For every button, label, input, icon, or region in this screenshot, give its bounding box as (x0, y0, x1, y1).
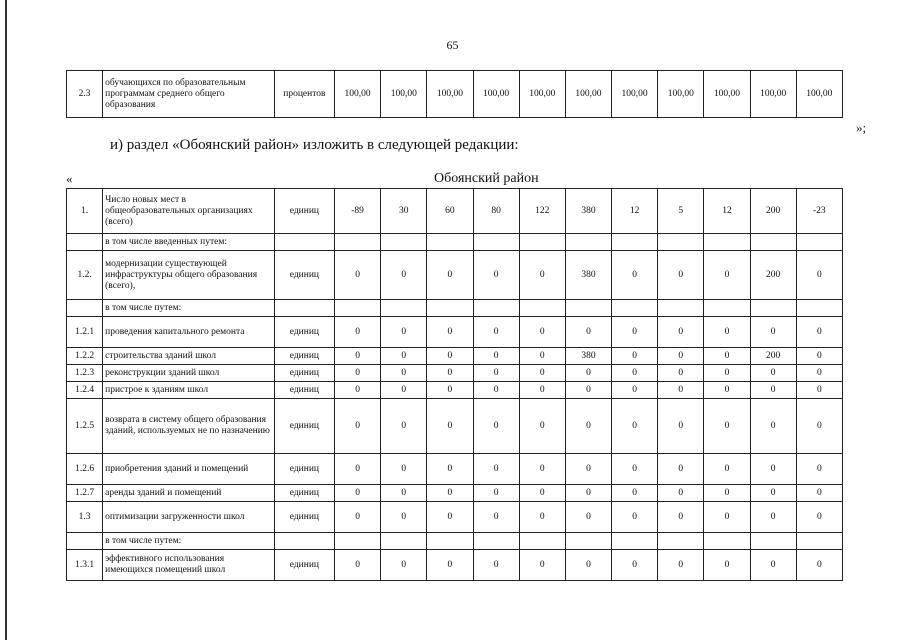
value-cell (473, 533, 519, 550)
table-row (67, 348, 843, 365)
value-cell: 0 (750, 317, 796, 348)
unit-cell: единиц (274, 399, 334, 454)
value-cell (612, 300, 658, 317)
row-number: 1.2.6 (67, 454, 103, 485)
value-cell: 0 (750, 365, 796, 382)
value-cell: 0 (658, 550, 704, 581)
value-cell (519, 234, 565, 251)
table-row (67, 71, 843, 118)
value-cell: 5 (658, 189, 704, 234)
value-cell: 12 (612, 189, 658, 234)
unit-cell: процентов (274, 71, 334, 118)
value-cell: 0 (658, 317, 704, 348)
value-cell: 0 (381, 382, 427, 399)
value-cell: 0 (750, 382, 796, 399)
value-cell (658, 533, 704, 550)
value-cell: 0 (381, 365, 427, 382)
indicator-name: аренды зданий и помещений (103, 485, 275, 502)
row-number: 2.3 (67, 71, 103, 118)
indicator-name: модернизации существующей инфраструктуры общего образования (всего), (103, 251, 275, 300)
table-row (67, 454, 843, 485)
value-cell: 0 (796, 382, 842, 399)
value-cell: 0 (796, 317, 842, 348)
unit-cell: единиц (274, 365, 334, 382)
value-cell: 0 (335, 317, 381, 348)
value-cell: 0 (427, 399, 473, 454)
indicator-name: реконструкции зданий школ (103, 365, 275, 382)
indicator-name: возврата в систему общего образования зданий, используемых не по назначению (103, 399, 275, 454)
value-cell: 0 (473, 550, 519, 581)
value-cell: 100,00 (519, 71, 565, 118)
table-row (67, 533, 843, 550)
value-cell: 100,00 (381, 71, 427, 118)
unit-cell: единиц (274, 348, 334, 365)
value-cell (565, 300, 611, 317)
value-cell: 0 (704, 550, 750, 581)
value-cell: 0 (796, 365, 842, 382)
value-cell: 0 (473, 251, 519, 300)
value-cell: 0 (750, 485, 796, 502)
value-cell: 0 (519, 365, 565, 382)
unit-cell: единиц (274, 502, 334, 533)
value-cell: 0 (519, 485, 565, 502)
indicator-name: пристрое к зданиям школ (103, 382, 275, 399)
value-cell: 100,00 (796, 71, 842, 118)
value-cell: 0 (381, 454, 427, 485)
value-cell (335, 234, 381, 251)
indicator-name: в том числе введенных путем: (103, 234, 275, 251)
unit-cell (274, 234, 334, 251)
value-cell: 0 (704, 382, 750, 399)
value-cell: 380 (565, 251, 611, 300)
instruction-text: и) раздел «Обоянский район» изложить в следующей редакции: (110, 137, 519, 153)
value-cell (750, 234, 796, 251)
indicator-name: эффективного использования имеющихся помещений школ (103, 550, 275, 581)
value-cell: 0 (796, 454, 842, 485)
closing-quote: »; (856, 120, 867, 135)
section-title: Обоянский район (434, 171, 539, 186)
value-cell: 0 (473, 382, 519, 399)
value-cell (565, 234, 611, 251)
value-cell: 100,00 (612, 71, 658, 118)
value-cell: 0 (381, 251, 427, 300)
value-cell: 0 (473, 348, 519, 365)
value-cell: 0 (335, 485, 381, 502)
value-cell (335, 533, 381, 550)
unit-cell: единиц (274, 454, 334, 485)
value-cell: 0 (381, 485, 427, 502)
value-cell: 0 (796, 348, 842, 365)
value-cell: 0 (335, 251, 381, 300)
row-number: 1.2. (67, 251, 103, 300)
unit-cell (274, 300, 334, 317)
value-cell: 0 (335, 382, 381, 399)
value-cell: 0 (335, 502, 381, 533)
row-number: 1.2.4 (67, 382, 103, 399)
value-cell (427, 300, 473, 317)
value-cell (519, 300, 565, 317)
value-cell: 0 (704, 502, 750, 533)
row-number: 1.2.2 (67, 348, 103, 365)
value-cell: 100,00 (658, 71, 704, 118)
value-cell: 380 (565, 189, 611, 234)
value-cell (796, 533, 842, 550)
value-cell: 0 (796, 502, 842, 533)
table-row (67, 317, 843, 348)
value-cell: 0 (565, 502, 611, 533)
value-cell: 0 (612, 251, 658, 300)
value-cell: 0 (473, 502, 519, 533)
value-cell: 0 (427, 348, 473, 365)
value-cell: 0 (565, 399, 611, 454)
value-cell: 0 (658, 382, 704, 399)
value-cell: 0 (381, 550, 427, 581)
value-cell: 0 (427, 550, 473, 581)
indicator-name: в том числе путем: (103, 533, 275, 550)
value-cell: 100,00 (335, 71, 381, 118)
value-cell: 0 (658, 365, 704, 382)
indicator-name: оптимизации загруженности школ (103, 502, 275, 533)
value-cell: 0 (519, 550, 565, 581)
value-cell: 0 (750, 399, 796, 454)
value-cell: 100,00 (750, 71, 796, 118)
row-number (67, 533, 103, 550)
table-row (67, 382, 843, 399)
value-cell: 0 (796, 399, 842, 454)
row-number: 1.3.1 (67, 550, 103, 581)
value-cell: 0 (427, 485, 473, 502)
unit-cell: единиц (274, 382, 334, 399)
row-number: 1.2.5 (67, 399, 103, 454)
value-cell: 0 (612, 365, 658, 382)
value-cell: 0 (658, 502, 704, 533)
value-cell: 0 (335, 348, 381, 365)
value-cell: 0 (750, 502, 796, 533)
value-cell: 80 (473, 189, 519, 234)
value-cell (612, 234, 658, 251)
value-cell: -23 (796, 189, 842, 234)
indicator-name: приобретения зданий и помещений (103, 454, 275, 485)
unit-cell: единиц (274, 251, 334, 300)
value-cell: 100,00 (704, 71, 750, 118)
value-cell: 0 (519, 348, 565, 365)
value-cell: 0 (335, 365, 381, 382)
indicator-name: обучающихся по образовательным программам среднего общего образования (103, 71, 275, 118)
value-cell: 0 (658, 251, 704, 300)
value-cell (427, 533, 473, 550)
value-cell: 0 (612, 485, 658, 502)
value-cell: 0 (750, 550, 796, 581)
value-cell: 0 (612, 550, 658, 581)
table-row (67, 234, 843, 251)
row-number (67, 234, 103, 251)
table-row (67, 485, 843, 502)
value-cell: 0 (519, 251, 565, 300)
value-cell: 100,00 (427, 71, 473, 118)
value-cell: 100,00 (565, 71, 611, 118)
value-cell: 0 (335, 550, 381, 581)
value-cell: 0 (473, 317, 519, 348)
value-cell: 0 (658, 348, 704, 365)
value-cell: 0 (473, 399, 519, 454)
unit-cell: единиц (274, 189, 334, 234)
indicator-name: Число новых мест в общеобразовательных организациях (всего) (103, 189, 275, 234)
value-cell: 0 (519, 502, 565, 533)
value-cell: 200 (750, 189, 796, 234)
value-cell: 0 (704, 454, 750, 485)
value-cell: 0 (796, 550, 842, 581)
value-cell: 0 (519, 317, 565, 348)
value-cell: 0 (381, 399, 427, 454)
value-cell: 200 (750, 251, 796, 300)
value-cell: 380 (565, 348, 611, 365)
value-cell (519, 533, 565, 550)
value-cell: 0 (612, 348, 658, 365)
value-cell: 60 (427, 189, 473, 234)
value-cell: 0 (658, 399, 704, 454)
value-cell: 0 (381, 502, 427, 533)
unit-cell: единиц (274, 317, 334, 348)
value-cell: 0 (335, 399, 381, 454)
value-cell: 0 (658, 485, 704, 502)
value-cell: 0 (427, 454, 473, 485)
table-row (67, 251, 843, 300)
indicator-name: проведения капитального ремонта (103, 317, 275, 348)
value-cell: 0 (427, 382, 473, 399)
value-cell: 0 (427, 251, 473, 300)
value-cell: 0 (704, 399, 750, 454)
value-cell: 0 (612, 454, 658, 485)
table-row (67, 365, 843, 382)
value-cell: 200 (750, 348, 796, 365)
value-cell: 0 (612, 382, 658, 399)
unit-cell: единиц (274, 550, 334, 581)
value-cell: 0 (612, 399, 658, 454)
value-cell (796, 234, 842, 251)
value-cell: 0 (658, 454, 704, 485)
value-cell (612, 533, 658, 550)
opening-quote: « (66, 171, 73, 186)
value-cell: 122 (519, 189, 565, 234)
value-cell (381, 300, 427, 317)
table-row (67, 399, 843, 454)
value-cell: 0 (473, 454, 519, 485)
value-cell: 0 (704, 365, 750, 382)
value-cell (565, 533, 611, 550)
row-number: 1.2.7 (67, 485, 103, 502)
value-cell: 30 (381, 189, 427, 234)
table-row (67, 300, 843, 317)
value-cell: 0 (612, 502, 658, 533)
row-number (67, 300, 103, 317)
value-cell (381, 533, 427, 550)
value-cell (381, 234, 427, 251)
value-cell: 0 (519, 382, 565, 399)
row-number: 1.2.3 (67, 365, 103, 382)
value-cell: 0 (565, 454, 611, 485)
value-cell: 0 (565, 550, 611, 581)
value-cell (335, 300, 381, 317)
value-cell (704, 533, 750, 550)
value-cell: 0 (473, 365, 519, 382)
value-cell: 0 (796, 485, 842, 502)
value-cell: 0 (796, 251, 842, 300)
value-cell (473, 300, 519, 317)
value-cell: 0 (565, 317, 611, 348)
value-cell: 0 (704, 348, 750, 365)
value-cell: 0 (427, 317, 473, 348)
value-cell: 0 (381, 317, 427, 348)
row-number: 1.2.1 (67, 317, 103, 348)
value-cell: 0 (427, 365, 473, 382)
value-cell: 0 (427, 502, 473, 533)
row-number: 1.3 (67, 502, 103, 533)
page-number: 65 (446, 38, 459, 52)
value-cell: 0 (519, 399, 565, 454)
value-cell: 0 (335, 454, 381, 485)
left-border-line (5, 0, 7, 640)
indicator-name: строительства зданий школ (103, 348, 275, 365)
indicator-name: в том числе путем: (103, 300, 275, 317)
row-number: 1. (67, 189, 103, 234)
value-cell: 0 (704, 317, 750, 348)
value-cell: 0 (381, 348, 427, 365)
value-cell: 0 (612, 317, 658, 348)
value-cell: 0 (704, 485, 750, 502)
value-cell: 12 (704, 189, 750, 234)
table-row (67, 550, 843, 581)
value-cell: 0 (704, 251, 750, 300)
table-row (67, 189, 843, 234)
value-cell: 0 (750, 454, 796, 485)
table-row (67, 502, 843, 533)
value-cell (704, 300, 750, 317)
value-cell: -89 (335, 189, 381, 234)
value-cell (427, 234, 473, 251)
value-cell: 0 (565, 485, 611, 502)
unit-cell (274, 533, 334, 550)
value-cell (658, 300, 704, 317)
value-cell: 0 (565, 382, 611, 399)
value-cell (796, 300, 842, 317)
value-cell (750, 300, 796, 317)
value-cell (704, 234, 750, 251)
value-cell: 0 (565, 365, 611, 382)
value-cell: 0 (473, 485, 519, 502)
unit-cell: единиц (274, 485, 334, 502)
value-cell (750, 533, 796, 550)
value-cell: 100,00 (473, 71, 519, 118)
value-cell (473, 234, 519, 251)
value-cell (658, 234, 704, 251)
value-cell: 0 (519, 454, 565, 485)
obоyan-district-table (66, 188, 843, 581)
top-fragment-table (66, 70, 843, 118)
